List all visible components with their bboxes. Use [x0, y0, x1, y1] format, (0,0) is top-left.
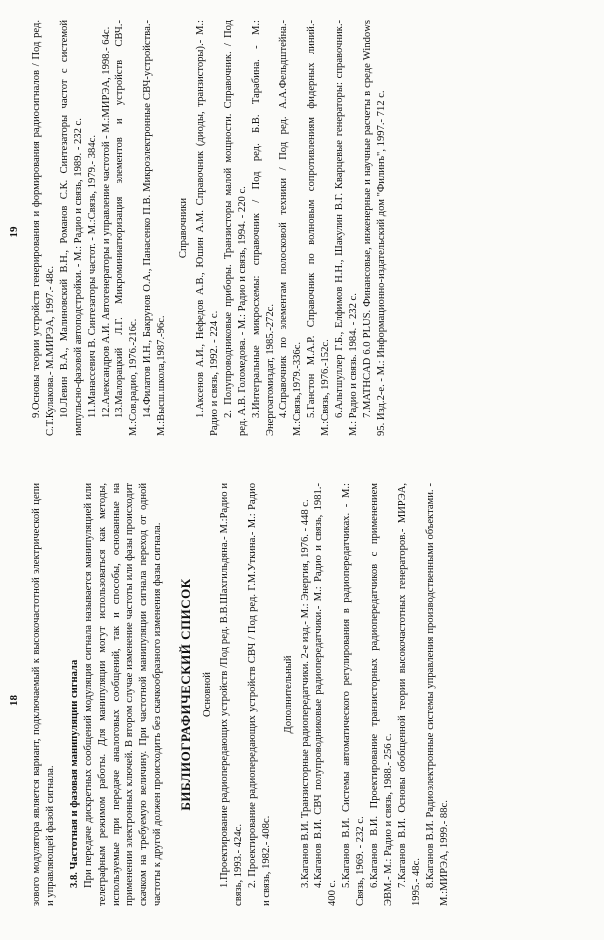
reference-item: 5.Каганов В.И. Системы автоматического регулирования в радиопередатчиках. - М.: Связь, 1969. - 232 с.: [341, 483, 367, 906]
extra-list-heading: Дополнительный: [282, 655, 294, 734]
reference-item: 6.Каганов В.И. Проектирование транзисторных радиопередатчиков с применением ЭВМ.- М.: Радио и связь, 1988.- 256 с.: [369, 483, 394, 906]
reference-item: 3.Интегральные микросхемы: справочник / Под ред. Б.В. Тарабина. - М.: Энергоатомиздат, 1985.-272с.: [250, 20, 276, 436]
section-paragraph: При передаче дискретных сообщений модуляция сигнала называется манипуляцией или телеграфным режимом работы. Для манипуляции могут использоваться как методы, используемые при передаче аналоговых сообщений, так и способы, основанные на применении электронных ключей. В втором случае изменение частоты или фазы происходит скачком на требуемую величину. При частотной манипуляции сигнала переход от одной частоты к другой должен происходить без скачкообразного изменения фазы сигнала.: [82, 483, 164, 906]
page-18: [0, 473, 604, 928]
page-number: 18: [8, 695, 20, 706]
reference-item: 7.MATHCAD 6.0 PLUS. Финансовые, инженерные и научные расчеты в среде Windows 95. Изд.2-е. - М.: Информационно-издательский дом "Филинъ", 1997.- 712 с.: [361, 20, 387, 436]
reference-item: 11.Манассевич В. Синтезаторы частот. - М.:Связь, 1979.- 384с.: [86, 135, 98, 418]
reference-item: 10.Левин В.А., Малиновский В.Н., Романов С.К. Синтезаторы частот с системой импульсно-фазовой автоподстройки. - М.: Радио и связь, 1989. - 232 с.: [58, 20, 84, 436]
reference-item: 12.Александров А.И. Автогенераторы и управление частотой - М.:МИРЭА, 1998.- 64с.: [100, 26, 112, 418]
page-number: 19: [8, 226, 20, 238]
reference-item: 13.Малорацкий Л.Г. Микроминиатюризация элементов и устройств СВЧ.- М.:Сов.радио, 1976.-216с.: [114, 20, 140, 436]
reference-books-heading: Справочники: [178, 197, 190, 259]
reference-item: 5.Ганстон М.А.Р. Справочник по волновым сопротивлениям фидерных линий.-М.:Связь, 1976.-152с.: [306, 20, 332, 436]
reference-item: 1.Проектирование радиопередающих устройств /Под ред. В.В.Шахгильдяна.- М.:Радио и связь, 1993.- 424с.: [218, 483, 244, 906]
reference-item: 2. Полупроводниковые приборы. Транзисторы малой мощности. Справочник. / Под ред. А.В. Голомедова. - М.: Радио и связь, 1994. - 220 с.: [222, 20, 248, 436]
intro-paragraph: зового модулятора является вариант, подключаемый к высокочастотной электрической цепи и управляющей фазой сигнала.: [31, 483, 56, 906]
main-list-heading: Основной: [202, 672, 214, 717]
reference-item: 6.Альтшуллер Г.Б., Елфимов Н.Н., Шакулин В.Г. Кварцевые генераторы: справочник.-М.: Радио и связь. 1984. - 232 с.: [334, 20, 359, 436]
page-19: [0, 12, 604, 452]
reference-item: 4.Каганов В.И. СВЧ полупроводниковые радиопередатчики.- М.: Радио и связь, 1981.- 400 с.: [313, 483, 339, 906]
reference-item: 14.Филатов И.Н., Бакрунов О.А., Панасенко П.В. Микроэлектронные СВЧ-устройства.-М.:Высш.школа,1987.-96с.: [142, 20, 168, 436]
reference-item: 4.Справочник по элементам полосковой техники / Под ред. А.А.Фельдштейна.-М.:Связь,1979.-336с.: [278, 20, 304, 436]
reference-item: 9.Основы теории устройств генерирования и формирования радиосигналов / Под ред. С.Т.Кулакова.- М.МИРЭА, 1997.- 48с.: [31, 20, 56, 436]
section-heading: 3.8. Частотная и фазовая манипуляции сигнала: [68, 659, 80, 888]
reference-item: 2. Проектирование радиопередающих устройств СВЧ / Под ред. Г.М.Уткина.- М.: Радио и связь, 1982.- 408с.: [246, 483, 272, 906]
reference-item: 1.Аксенов А.И., Нефедов А.В., Юшин А.М. Справочник (диоды, транзисторы).- М.: Радио и связь, 1992. - 224 с.: [194, 20, 220, 436]
reference-item: 3.Каганов В.И. Транзисторные радиопередатчики. 2-е изд.- М.: Энергия, 1976. - 448 с.: [299, 499, 311, 888]
reference-item: 8.Каганов В.И. Радиоэлектронные системы управления производственными объектами. - М.:МИРЭА, 1999.- 88с.: [424, 483, 450, 906]
bibliography-title: БИБЛИОГРАФИЧЕСКИЙ СПИСОК: [178, 578, 194, 811]
reference-item: 7.Каганов В.И. Основы обобщенной теории высокочастотных генераторов.- МИРЭА, 1995.- 48с.: [396, 483, 422, 906]
